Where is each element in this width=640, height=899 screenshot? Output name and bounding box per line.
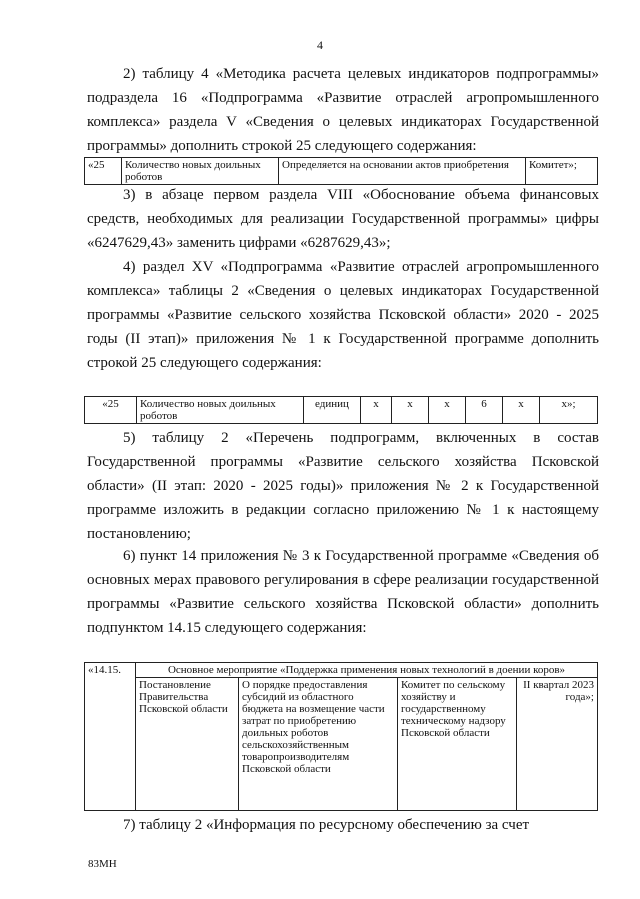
table-cell: х [429, 397, 466, 424]
table-cell: Основное мероприятие «Поддержка применения новых технологий в доении коров» [136, 663, 598, 678]
table-cell: х»; [540, 397, 598, 424]
footer-code: 83МН [88, 858, 117, 870]
table-cell: Комитет»; [526, 158, 598, 185]
table-cell: 6 [466, 397, 503, 424]
paragraph-7: 7) таблицу 2 «Информация по ресурсному обеспечению за счет [123, 817, 530, 833]
paragraph-6: 6) пункт 14 приложения № 3 к Государственной программе «Сведения об основных мерах правового регулирования в сфере реализации государственной программы «Развитие сельского хозяйства Псковской области» дополнить подпунктом 14.15 следующего содержания: [87, 548, 599, 636]
page-number: 4 [317, 38, 323, 52]
paragraph-4: 4) раздел XV «Подпрограмма «Развитие отраслей агропромышленного комплекса» таблицы 2 «Сведения о целевых индикаторах Государственной программы «Развитие сельского хозяйства Псковской области» 2020 - 2025 годы (II этап)» приложения № 1 к Государственной программе дополнить строкой 25 следующего содержания: [87, 259, 599, 371]
table-row [85, 397, 598, 424]
table-cell: II квартал 2023 года»; [517, 678, 598, 811]
table-cell: х [392, 397, 429, 424]
paragraph-5: 5) таблицу 2 «Перечень подпрограмм, включенных в состав Государственной программы «Развитие сельского хозяйства Псковской области» (II этап: 2020 - 2025 годы)» приложения № 2 к Государственной программе изложить в редакции согласно приложению № 1 к настоящему постановлению; [87, 430, 599, 542]
paragraph-2: 2) таблицу 4 «Методика расчета целевых индикаторов подпрограммы» подраздела 16 «Подпрограмма «Развитие отраслей агропромышленного комплекса» раздела V «Сведения о целевых индикаторах Государственной программы» дополнить строкой 25 следующего содержания: [87, 66, 599, 154]
table-row [85, 663, 598, 678]
table-cell: Количество новых доильных роботов [122, 158, 279, 185]
table-cell: Количество новых доильных роботов [137, 397, 304, 424]
table-cell: Постановление Правительства Псковской области [136, 678, 239, 811]
table-cell: Комитет по сельскому хозяйству и государственному техническому надзору Псковской области [398, 678, 517, 811]
table-cell: х [361, 397, 392, 424]
table-cell: «14.15. [85, 663, 136, 811]
table-cell: х [503, 397, 540, 424]
table-indicator-method [84, 157, 598, 185]
table-cell: «25 [85, 397, 137, 424]
table-cell: «25 [85, 158, 122, 185]
table-target-indicators [84, 396, 598, 424]
table-cell: Определяется на основании актов приобретения [279, 158, 526, 185]
table-cell: единиц [304, 397, 361, 424]
table-cell: О порядке предоставления субсидий из областного бюджета на возмещение части затрат по приобретению доильных роботов сельскохозяйственным товаропроизводителям Псковской области [239, 678, 398, 811]
table-row [85, 678, 598, 811]
table-row [85, 158, 598, 185]
paragraph-3: 3) в абзаце первом раздела VIII «Обоснование объема финансовых средств, необходимых для реализации Государственной программы» цифры «6247629,43» заменить цифрами «6287629,43»; [87, 187, 599, 251]
table-legal-measures [84, 662, 598, 811]
